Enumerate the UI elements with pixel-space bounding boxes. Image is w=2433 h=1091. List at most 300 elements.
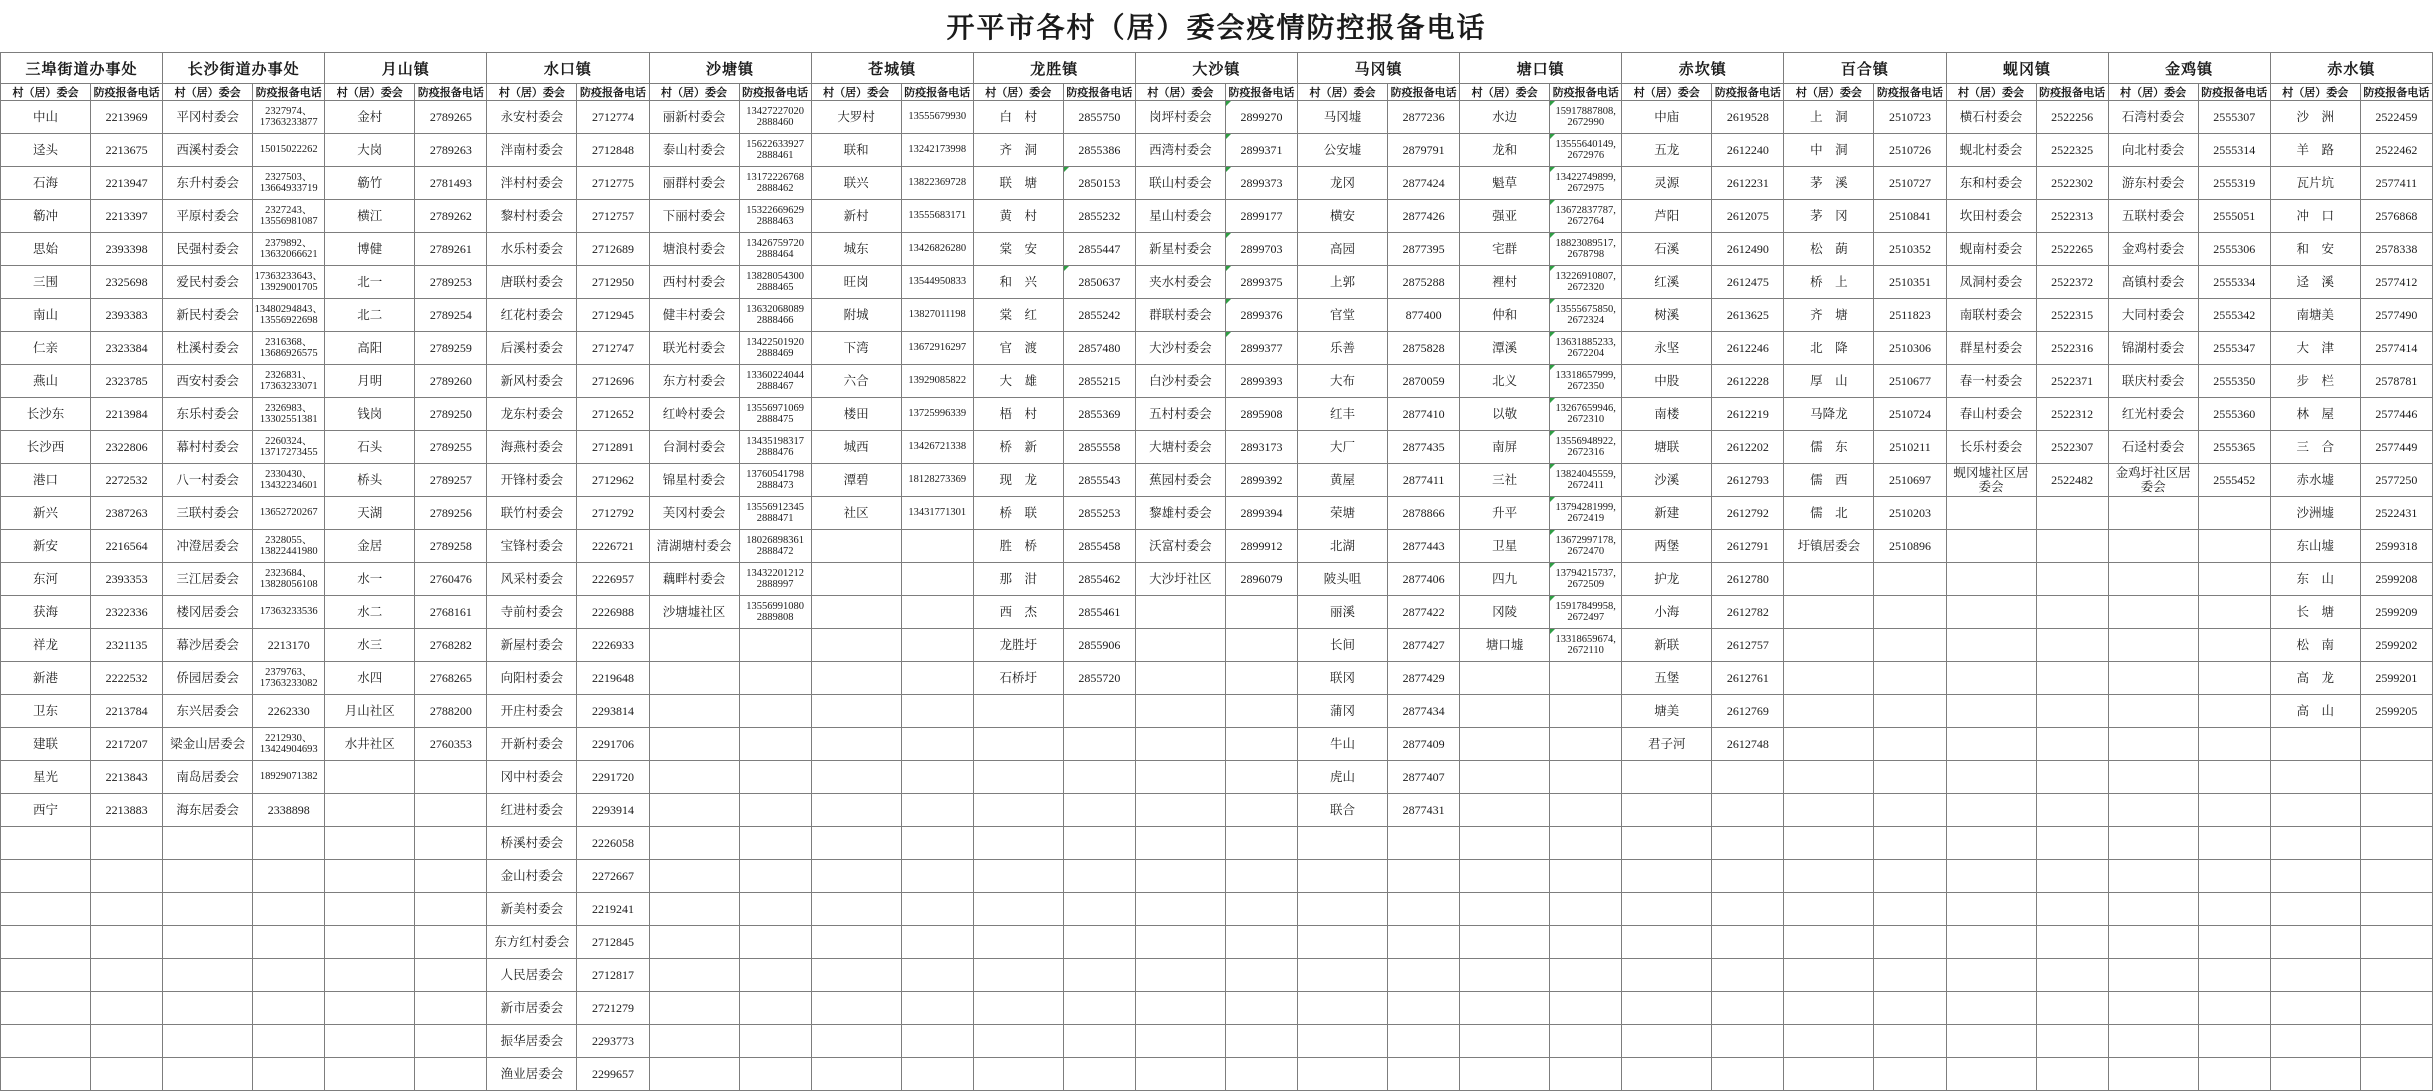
village-cell — [973, 1058, 1063, 1091]
phone-cell — [415, 233, 487, 266]
phone-cell — [739, 827, 811, 860]
phone-number: 2899371 — [1240, 143, 1283, 157]
village-cell: 胜 桥 — [973, 530, 1063, 563]
village-cell: 藕畔村委会 — [649, 563, 739, 596]
phone-number: 2855215 — [1078, 374, 1121, 388]
phone-cell — [1388, 827, 1460, 860]
village-cell — [1460, 761, 1550, 794]
phone-number: 2213843 — [105, 770, 148, 784]
phone-number: 2899373 — [1240, 176, 1283, 190]
phone-number: 2612782 — [1726, 605, 1769, 619]
village-cell — [973, 794, 1063, 827]
phone-number: 2760476 — [429, 572, 472, 586]
phone-cell — [2360, 134, 2432, 167]
village-cell: 社区 — [811, 497, 901, 530]
village-cell: 联竹村委会 — [487, 497, 577, 530]
village-cell — [1460, 992, 1550, 1025]
village-cell: 西村村委会 — [649, 266, 739, 299]
phone-cell — [1225, 200, 1297, 233]
phone-cell — [2198, 926, 2270, 959]
phone-number: 2226058 — [591, 836, 634, 850]
phone-number: 2510306 — [1888, 341, 1931, 355]
village-cell — [1622, 860, 1712, 893]
phone-number: 13432234601 — [259, 480, 318, 491]
phone-number: 18823089517, — [1555, 237, 1616, 249]
phone-cell — [91, 266, 163, 299]
phone-cell — [91, 695, 163, 728]
phone-cell — [1874, 101, 1946, 134]
phone-cell — [2198, 695, 2270, 728]
phone-number: 2888463 — [756, 216, 794, 227]
phone-number: 2888465 — [756, 282, 794, 293]
phone-number: 2877409 — [1402, 737, 1445, 751]
phone-cell — [91, 893, 163, 926]
phone-column-header: 防疫报备电话 — [2360, 84, 2432, 101]
phone-number: 13556991080 — [746, 600, 804, 612]
village-cell: 仲和 — [1460, 299, 1550, 332]
village-cell: 大塘村委会 — [1135, 431, 1225, 464]
phone-number: 2855906 — [1078, 638, 1121, 652]
phone-column-header: 防疫报备电话 — [1063, 84, 1135, 101]
village-cell — [1298, 959, 1388, 992]
phone-cell — [2036, 662, 2108, 695]
phone-number: 13426826280 — [908, 243, 967, 255]
phone-cell — [2360, 926, 2432, 959]
village-cell: 石迳村委会 — [2108, 431, 2198, 464]
phone-number: 2213984 — [105, 407, 148, 421]
phone-number: 2712792 — [591, 506, 634, 520]
village-cell: 龙东村委会 — [487, 398, 577, 431]
phone-number: 13672837787, — [1555, 204, 1616, 216]
phone-number: 13555679930 — [908, 111, 967, 123]
phone-cell — [1388, 167, 1460, 200]
phone-cell — [1550, 926, 1622, 959]
village-cell: 春山村委会 — [1946, 398, 2036, 431]
village-cell — [1460, 794, 1550, 827]
phone-cell — [1388, 563, 1460, 596]
phone-cell — [577, 662, 649, 695]
phone-cell — [2198, 200, 2270, 233]
phone-number: 13794215737, — [1555, 567, 1616, 579]
phone-number: 2789253 — [429, 275, 472, 289]
phone-cell — [1550, 1025, 1622, 1058]
phone-cell — [1388, 761, 1460, 794]
phone-cell — [2036, 1058, 2108, 1091]
phone-cell — [577, 233, 649, 266]
phone-column-header: 防疫报备电话 — [1874, 84, 1946, 101]
village-cell: 获海 — [1, 596, 91, 629]
phone-number: 2321135 — [105, 638, 148, 652]
phone-cell — [253, 893, 325, 926]
phone-number: 13828056108 — [259, 579, 318, 590]
village-cell — [1460, 827, 1550, 860]
phone-number: 2672509 — [1567, 579, 1605, 590]
village-cell — [1946, 794, 2036, 827]
phone-column-header: 防疫报备电话 — [91, 84, 163, 101]
phone-cell — [739, 530, 811, 563]
phone-cell — [1225, 695, 1297, 728]
village-cell: 棠 安 — [973, 233, 1063, 266]
village-cell — [1622, 926, 1712, 959]
phone-number: 2555306 — [2213, 242, 2256, 256]
village-cell — [811, 992, 901, 1025]
phone-cell — [1712, 134, 1784, 167]
phone-cell — [253, 662, 325, 695]
village-cell: 楼冈居委会 — [163, 596, 253, 629]
phone-cell — [1063, 959, 1135, 992]
phone-cell — [1388, 101, 1460, 134]
phone-cell — [1874, 695, 1946, 728]
village-cell: 高 龙 — [2270, 662, 2360, 695]
village-cell: 红岭村委会 — [649, 398, 739, 431]
phone-cell — [1874, 926, 1946, 959]
village-cell — [163, 992, 253, 1025]
phone-cell — [1225, 1025, 1297, 1058]
phone-cell — [577, 926, 649, 959]
village-cell — [1135, 728, 1225, 761]
village-cell: 潭碧 — [811, 464, 901, 497]
phone-cell — [577, 200, 649, 233]
village-cell: 横江 — [325, 200, 415, 233]
phone-cell — [253, 101, 325, 134]
village-cell: 长沙东 — [1, 398, 91, 431]
phone-cell — [91, 563, 163, 596]
phone-cell — [1063, 827, 1135, 860]
village-cell: 强亚 — [1460, 200, 1550, 233]
village-cell: 蚬南村委会 — [1946, 233, 2036, 266]
phone-cell — [1874, 167, 1946, 200]
village-cell: 簕竹 — [325, 167, 415, 200]
phone-number: 2262330 — [267, 704, 310, 718]
phone-cell — [1225, 530, 1297, 563]
village-cell — [649, 827, 739, 860]
phone-number: 2712747 — [591, 341, 634, 355]
village-cell — [1784, 563, 1874, 596]
phone-number: 13672997178, — [1555, 534, 1616, 546]
phone-number: 2511823 — [1889, 308, 1931, 322]
group-header: 龙胜镇 — [973, 53, 1135, 84]
phone-number: 13242173998 — [908, 144, 967, 156]
phone-cell — [2360, 464, 2432, 497]
phone-number: 2672470 — [1567, 546, 1605, 557]
village-cell: 东 山 — [2270, 563, 2360, 596]
village-cell: 新安 — [1, 530, 91, 563]
phone-cell — [2360, 200, 2432, 233]
village-cell: 君子河 — [1622, 728, 1712, 761]
phone-cell — [739, 893, 811, 926]
phone-cell — [1874, 299, 1946, 332]
village-cell: 龙胜圩 — [973, 629, 1063, 662]
phone-cell — [1874, 827, 1946, 860]
phone-cell — [1225, 1058, 1297, 1091]
village-cell — [811, 1025, 901, 1058]
phone-cell — [1712, 233, 1784, 266]
phone-number: 2387263 — [105, 506, 148, 520]
phone-number: 2522459 — [2375, 110, 2418, 124]
village-cell: 塘联 — [1622, 431, 1712, 464]
phone-number: 2712696 — [591, 374, 634, 388]
village-cell — [649, 662, 739, 695]
phone-cell — [2198, 431, 2270, 464]
phone-number: 2212930、 — [265, 732, 313, 744]
village-cell — [1946, 893, 2036, 926]
village-cell: 羊 路 — [2270, 134, 2360, 167]
phone-number: 2712962 — [591, 473, 634, 487]
village-cell: 东和村委会 — [1946, 167, 2036, 200]
phone-number: 2789256 — [429, 506, 472, 520]
phone-number: 2899270 — [1240, 110, 1283, 124]
phone-cell — [2198, 662, 2270, 695]
phone-number: 2889808 — [756, 612, 794, 623]
phone-number: 2522462 — [2375, 143, 2418, 157]
phone-cell — [2360, 266, 2432, 299]
village-cell — [1298, 893, 1388, 926]
village-cell: 永安村委会 — [487, 101, 577, 134]
phone-cell — [1063, 761, 1135, 794]
village-cell: 石海 — [1, 167, 91, 200]
phone-cell — [415, 860, 487, 893]
village-cell: 龙冈 — [1298, 167, 1388, 200]
phone-number: 2260324、 — [265, 435, 313, 447]
village-cell: 水井社区 — [325, 728, 415, 761]
phone-cell — [901, 860, 973, 893]
phone-number: 2612748 — [1726, 737, 1769, 751]
phone-cell — [2360, 860, 2432, 893]
phone-number: 2326983、 — [265, 402, 313, 414]
village-cell — [649, 695, 739, 728]
village-cell: 杜溪村委会 — [163, 332, 253, 365]
phone-cell — [415, 134, 487, 167]
village-cell: 树溪 — [1622, 299, 1712, 332]
phone-cell — [1063, 662, 1135, 695]
group-header: 百合镇 — [1784, 53, 1946, 84]
village-cell: 北湖 — [1298, 530, 1388, 563]
phone-cell — [253, 299, 325, 332]
village-cell — [2270, 761, 2360, 794]
phone-number: 2768161 — [429, 605, 472, 619]
phone-number: 2510723 — [1888, 110, 1931, 124]
village-cell: 天湖 — [325, 497, 415, 530]
group-header: 马冈镇 — [1298, 53, 1460, 84]
phone-number: 13822441980 — [259, 546, 318, 557]
village-cell: 宅群 — [1460, 233, 1550, 266]
phone-number: 2522315 — [2051, 308, 2094, 322]
phone-cell — [739, 464, 811, 497]
phone-cell — [739, 200, 811, 233]
village-cell — [163, 926, 253, 959]
phone-cell — [1063, 1058, 1135, 1091]
phone-cell — [1388, 629, 1460, 662]
column-header-row — [1, 84, 2433, 101]
village-cell: 南岛居委会 — [163, 761, 253, 794]
village-cell: 西湾村委会 — [1135, 134, 1225, 167]
village-cell: 燕山 — [1, 365, 91, 398]
village-cell: 北一 — [325, 266, 415, 299]
village-cell — [2270, 728, 2360, 761]
phone-number: 2781493 — [429, 176, 472, 190]
village-cell — [649, 959, 739, 992]
phone-number: 2578781 — [2375, 374, 2418, 388]
village-cell — [1298, 1058, 1388, 1091]
village-cell — [1946, 596, 2036, 629]
phone-cell — [1388, 860, 1460, 893]
village-cell — [811, 794, 901, 827]
phone-cell — [415, 794, 487, 827]
phone-cell — [739, 332, 811, 365]
phone-number: 2789261 — [429, 242, 472, 256]
phone-cell — [1874, 200, 1946, 233]
village-cell — [2270, 959, 2360, 992]
group-header: 沙塘镇 — [649, 53, 811, 84]
village-column-header: 村（居）委会 — [1135, 84, 1225, 101]
phone-number: 2510896 — [1888, 539, 1931, 553]
phone-number: 2899912 — [1240, 539, 1283, 553]
village-cell — [811, 926, 901, 959]
phone-number: 17363233877 — [259, 117, 318, 128]
phone-cell — [901, 992, 973, 1025]
phone-cell — [1874, 398, 1946, 431]
phone-number: 2788200 — [429, 704, 472, 718]
phone-cell — [2036, 1025, 2108, 1058]
phone-cell — [1225, 563, 1297, 596]
phone-number: 15322669629 — [746, 204, 804, 216]
phone-number: 2555452 — [2213, 473, 2256, 487]
village-cell: 八一村委会 — [163, 464, 253, 497]
phone-cell — [1712, 530, 1784, 563]
village-cell: 以敬 — [1460, 398, 1550, 431]
phone-cell — [1063, 530, 1135, 563]
phone-number: 2222532 — [105, 671, 148, 685]
phone-number: 2322336 — [105, 605, 148, 619]
phone-column-header: 防疫报备电话 — [2036, 84, 2108, 101]
phone-number: 2878866 — [1402, 506, 1445, 520]
phone-cell — [91, 200, 163, 233]
village-cell — [325, 827, 415, 860]
phone-cell — [1225, 464, 1297, 497]
village-cell: 沃富村委会 — [1135, 530, 1225, 563]
village-cell: 大 津 — [2270, 332, 2360, 365]
village-column-header: 村（居）委会 — [1784, 84, 1874, 101]
phone-cell — [1550, 761, 1622, 794]
phone-cell — [1063, 398, 1135, 431]
phone-cell — [1874, 233, 1946, 266]
phone-cell — [1874, 365, 1946, 398]
phone-cell — [901, 497, 973, 530]
phone-number: 2522316 — [2051, 341, 2094, 355]
village-column-header: 村（居）委会 — [1298, 84, 1388, 101]
village-cell — [649, 992, 739, 1025]
phone-cell — [1712, 563, 1784, 596]
phone-cell — [1388, 959, 1460, 992]
phone-number: 2850153 — [1078, 176, 1121, 190]
phone-cell — [1712, 1025, 1784, 1058]
village-cell: 联山村委会 — [1135, 167, 1225, 200]
phone-cell — [1550, 365, 1622, 398]
phone-number: 2577414 — [2375, 341, 2418, 355]
village-cell — [2270, 827, 2360, 860]
village-cell: 联冈 — [1298, 662, 1388, 695]
phone-cell — [1874, 662, 1946, 695]
village-cell: 茅 溪 — [1784, 167, 1874, 200]
village-cell: 赤水墟 — [2270, 464, 2360, 497]
phone-cell — [415, 167, 487, 200]
phone-number: 2672350 — [1567, 381, 1605, 392]
phone-cell — [415, 1025, 487, 1058]
phone-cell — [1063, 893, 1135, 926]
table-row — [1, 398, 2433, 431]
village-cell: 石桥圩 — [973, 662, 1063, 695]
village-cell: 附城 — [811, 299, 901, 332]
phone-cell — [739, 761, 811, 794]
phone-number: 2577490 — [2375, 308, 2418, 322]
phone-number: 2672990 — [1567, 117, 1605, 128]
phone-cell — [1388, 233, 1460, 266]
village-cell — [811, 860, 901, 893]
village-cell: 三社 — [1460, 464, 1550, 497]
phone-cell — [415, 1058, 487, 1091]
phone-cell — [415, 431, 487, 464]
phone-cell — [2198, 167, 2270, 200]
phone-number: 13929001705 — [259, 282, 318, 293]
phone-cell — [2036, 530, 2108, 563]
phone-number: 2612490 — [1726, 242, 1769, 256]
village-cell: 横石村委会 — [1946, 101, 2036, 134]
village-cell: 北义 — [1460, 365, 1550, 398]
phone-cell — [91, 629, 163, 662]
phone-cell — [1874, 596, 1946, 629]
phone-cell — [2036, 497, 2108, 530]
phone-number: 13824045559, — [1555, 468, 1616, 480]
village-cell: 水四 — [325, 662, 415, 695]
phone-cell — [1712, 1058, 1784, 1091]
village-cell: 松 南 — [2270, 629, 2360, 662]
village-column-header: 村（居）委会 — [973, 84, 1063, 101]
village-cell — [811, 563, 901, 596]
village-cell — [649, 860, 739, 893]
phone-number: 2510211 — [1889, 440, 1931, 454]
village-cell: 桥 联 — [973, 497, 1063, 530]
phone-cell — [415, 992, 487, 1025]
phone-cell — [91, 299, 163, 332]
phone-cell — [2198, 1058, 2270, 1091]
phone-cell — [415, 200, 487, 233]
phone-cell — [2360, 662, 2432, 695]
phone-number: 13664933719 — [259, 183, 318, 194]
village-cell: 星山村委会 — [1135, 200, 1225, 233]
phone-number: 17363233082 — [259, 678, 318, 689]
village-cell: 北 降 — [1784, 332, 1874, 365]
phone-number: 13725996339 — [908, 408, 967, 420]
phone-cell — [577, 134, 649, 167]
phone-column-header: 防疫报备电话 — [901, 84, 973, 101]
village-cell: 芦阳 — [1622, 200, 1712, 233]
village-cell: 长 塘 — [2270, 596, 2360, 629]
phone-number: 2855720 — [1078, 671, 1121, 685]
village-cell — [2108, 893, 2198, 926]
village-cell: 高镇村委会 — [2108, 266, 2198, 299]
village-cell: 联 塘 — [973, 167, 1063, 200]
phone-cell — [2360, 398, 2432, 431]
village-cell: 锦湖村委会 — [2108, 332, 2198, 365]
phone-number: 15917849958, — [1555, 600, 1616, 612]
village-cell: 红丰 — [1298, 398, 1388, 431]
phone-number: 2226988 — [591, 605, 634, 619]
village-cell — [973, 926, 1063, 959]
village-cell — [2270, 893, 2360, 926]
village-cell: 红进村委会 — [487, 794, 577, 827]
phone-cell — [1874, 1025, 1946, 1058]
phone-number: 2510203 — [1888, 506, 1931, 520]
